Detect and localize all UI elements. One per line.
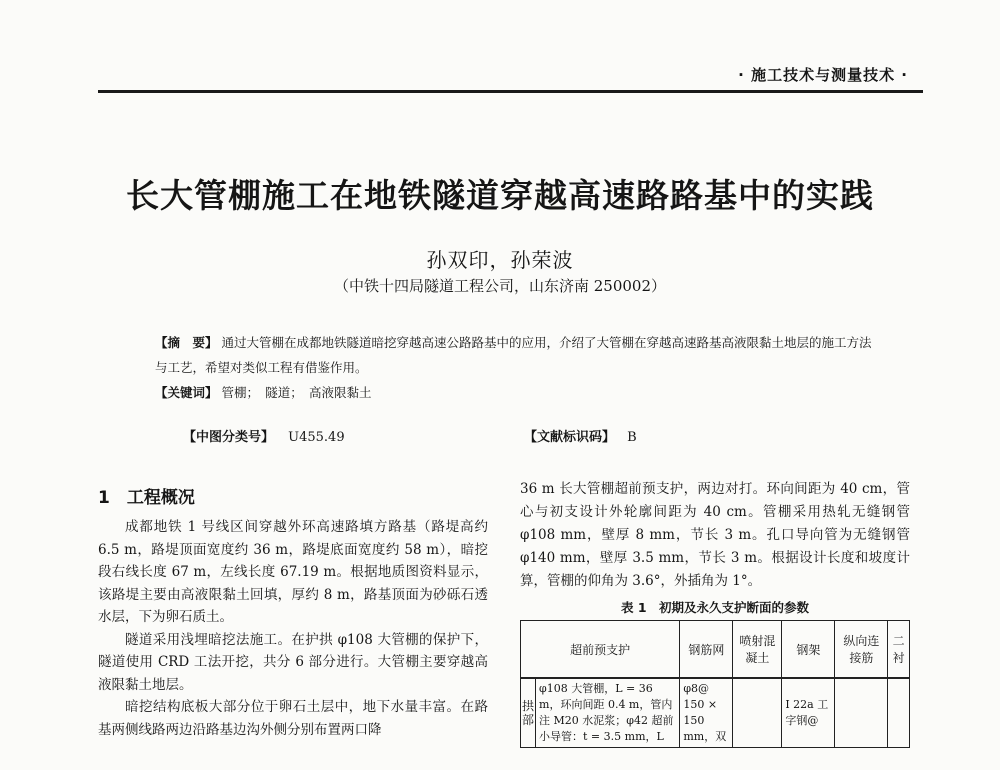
body-paragraph: 36 m 长大管棚超前预支护，两边对打。环向间距为 40 cm，管心与初支设计外轮廓间距为 40 cm。管棚采用热轧无缝钢管 φ108 mm，壁厚 8 mm，节长 3 m。孔口导向管为无缝钢管 φ140 mm，壁厚 3.5 mm，节长 3 m。根据设计长度和坡度计算，管棚的仰角为 3.6°，外插角为 1°。	[520, 481, 910, 589]
table-cell	[733, 678, 782, 748]
abstract-text: 通过大管棚在成都地铁隧道暗挖穿越高速公路路基中的应用，介绍了大管棚在穿越高速路基高液限黏土地层的施工方法与工艺，希望对类似工程有借鉴作用。	[155, 335, 872, 375]
table-header-cell: 钢架	[782, 621, 835, 679]
abstract-block	[155, 330, 875, 405]
clc-line	[183, 426, 345, 445]
table-cell: I 22a 工字钢@	[782, 678, 835, 748]
section-heading: 1 工程概况	[98, 488, 195, 508]
doc-code-line	[524, 426, 637, 445]
table-cell	[888, 678, 910, 748]
keywords-text: 管棚； 隧道； 高液限黏土	[221, 385, 372, 400]
parameters-table	[520, 620, 910, 748]
table-cell: φ8@ 150 × 150 mm，双	[680, 678, 733, 748]
table-header-row	[521, 621, 910, 679]
table-header-cell: 纵向连接筋	[835, 621, 888, 679]
header-rule	[98, 90, 923, 93]
body-paragraph: 成都地铁 1 号线区间穿越外环高速路填方路基（路堤高约 6.5 m，路堤顶面宽度约 36 m，路堤底面宽度约 58 m），暗挖段右线长度 67 m，左线长度 67.19 m。根据地质图资料显示，该路堤主要由高液限黏土回填，厚约 8 m，路基顶面为砂砾石透水层，下为卵石质土。	[98, 519, 488, 625]
article-title: 长大管棚施工在地铁隧道穿越高速路路基中的实践	[126, 176, 874, 215]
abstract-paragraph	[155, 330, 875, 380]
left-column	[98, 516, 488, 741]
abstract-label: 【摘 要】	[155, 335, 218, 350]
authors: 孙双印，孙荣波	[426, 248, 574, 272]
table-header-cell: 喷射混凝土	[733, 621, 782, 679]
table-row-label: 拱部	[521, 678, 536, 748]
table-container	[520, 620, 910, 770]
table-caption: 表 1 初期及永久支护断面的参数	[620, 600, 810, 615]
clc-label: 【中图分类号】	[183, 430, 275, 445]
keywords-line	[155, 380, 875, 405]
table-row	[521, 678, 910, 748]
table-header-cell: 二衬	[888, 621, 910, 679]
running-head: · 施工技术与测量技术 ·	[738, 66, 908, 84]
affiliation: （中铁十四局隧道工程公司，山东济南 250002）	[333, 277, 667, 295]
table-cell	[835, 678, 888, 748]
table-header-cell: 钢筋网	[680, 621, 733, 679]
table-header-cell: 超前预支护	[521, 621, 680, 679]
doc-code-label: 【文献标识码】	[524, 430, 616, 445]
table-cell: φ108 大管棚，L = 36 m，环向间距 0.4 m，管内注 M20 水泥浆；φ42 超前小导管：t = 3.5 mm，L	[536, 678, 680, 748]
body-paragraph: 暗挖结构底板大部分位于卵石土层中，地下水量丰富。在路基两侧线路两边沿路基边沟外侧分别布置两口降	[98, 699, 488, 738]
keywords-label: 【关键词】	[155, 385, 218, 400]
clc-value: U455.49	[288, 430, 345, 445]
doc-code-value: B	[627, 430, 637, 445]
body-paragraph: 隧道采用浅埋暗挖法施工。在护拱 φ108 大管棚的保护下，隧道使用 CRD 工法开挖，共分 6 部分进行。大管棚主要穿越高液限黏土地层。	[98, 631, 488, 693]
right-column	[520, 478, 910, 593]
